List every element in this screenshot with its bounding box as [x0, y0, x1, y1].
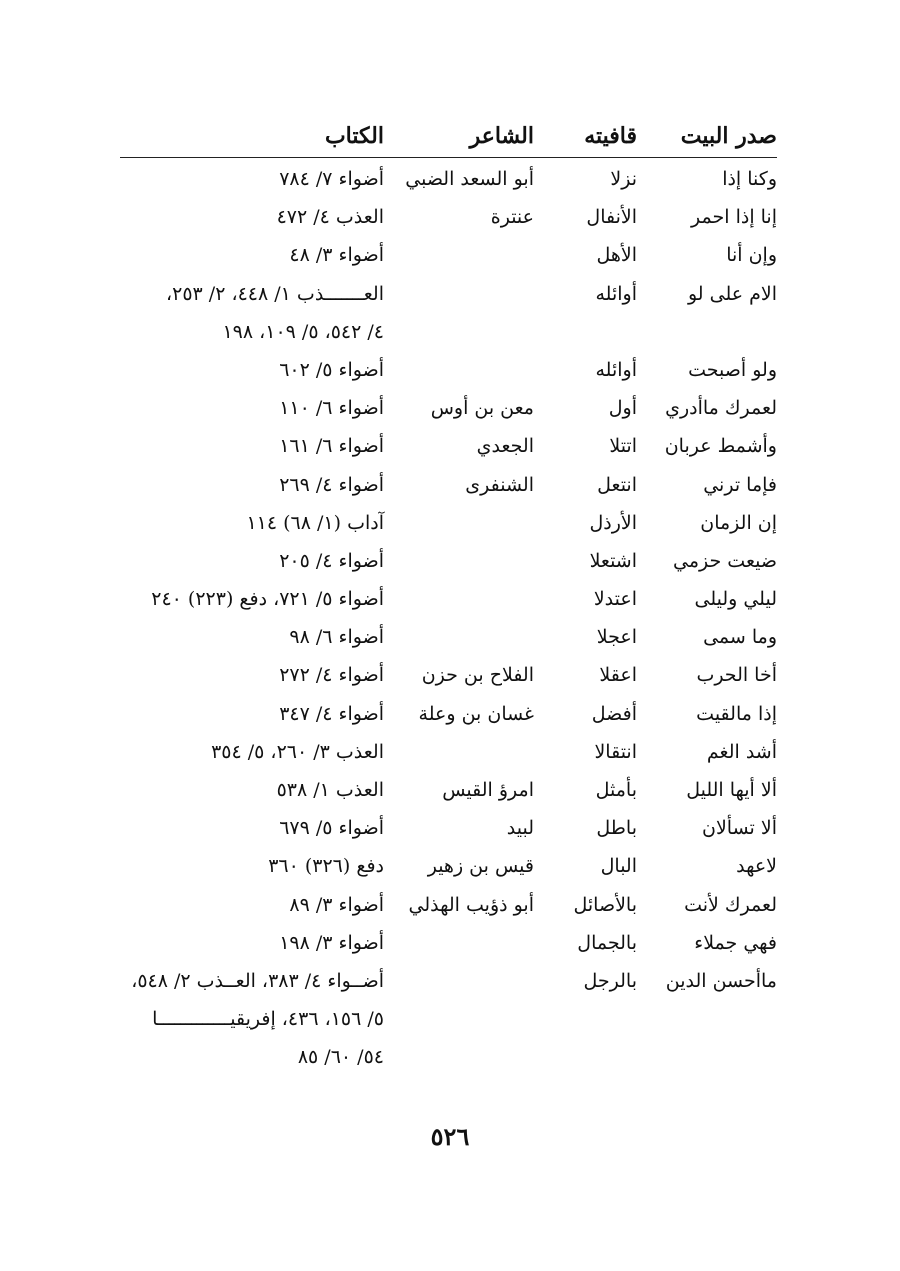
- table-row: [120, 695, 777, 733]
- table-row: [120, 809, 777, 847]
- cell-kitab: أضواء ٤/ ٢٦٩: [279, 473, 384, 496]
- cell-qafia: أوائله: [595, 282, 637, 305]
- header-rule: [120, 157, 777, 158]
- cell-sadr: ماأحسن الدين: [665, 969, 777, 992]
- cell-kitab: ٤/ ٥٤٢، ٥/ ١٠٩، ١٩٨: [222, 320, 384, 343]
- cell-kitab: آداب (١/ ٦٨) ١١٤: [246, 511, 384, 534]
- cell-shaer: عنترة: [490, 206, 534, 229]
- cell-shaer: قيس بن زهير: [427, 855, 534, 878]
- cell-qafia: بالأصائل: [573, 893, 637, 916]
- table-row: [120, 1000, 777, 1038]
- cell-shaer: غسان بن وعلة: [418, 702, 534, 725]
- cell-sadr: وكنا إذا: [722, 168, 777, 190]
- table-row: [120, 198, 777, 236]
- table-row: [120, 656, 777, 694]
- header-qafia: قافيته: [584, 123, 637, 149]
- cell-shaer: امرؤ القيس: [442, 779, 534, 801]
- cell-sadr: أشد الغم: [706, 740, 777, 763]
- cell-kitab: ٥/ ١٥٦، ٤٣٦، إفريقيـــــــــــــا: [152, 1008, 384, 1031]
- table-header: [120, 116, 777, 156]
- cell-kitab: أضواء ٥/ ٧٢١، دفع (٢٢٣) ٢٤٠: [151, 588, 384, 611]
- cell-sadr: إذا مالقيت: [696, 702, 777, 725]
- table-row: [120, 886, 777, 924]
- cell-shaer: أبو السعد الضبي: [405, 168, 534, 190]
- cell-qafia: الأنفال: [586, 206, 637, 229]
- cell-shaer: الشنفرى: [465, 473, 534, 496]
- cell-qafia: الأهل: [596, 244, 637, 267]
- cell-sadr: ألا تسألان: [702, 817, 777, 840]
- cell-sadr: إنا إذا احمر: [691, 206, 777, 229]
- table-body: [120, 160, 777, 1077]
- table-row: [120, 962, 777, 1000]
- cell-kitab: أضواء ٤/ ٣٤٧: [279, 702, 384, 725]
- cell-qafia: اعتدلا: [593, 588, 637, 611]
- cell-shaer: معن بن أوس: [430, 397, 534, 420]
- cell-qafia: اعجلا: [596, 626, 637, 649]
- cell-sadr: الام على لو: [687, 282, 777, 305]
- cell-qafia: البال: [600, 855, 637, 878]
- table-row: [120, 847, 777, 885]
- cell-sadr: وما سمى: [703, 626, 777, 649]
- cell-qafia: باطل: [596, 817, 637, 840]
- cell-qafia: بالجمال: [577, 931, 637, 954]
- cell-sadr: لعمرك ماأدري: [665, 397, 777, 420]
- table-row: [120, 618, 777, 656]
- table-row: [120, 504, 777, 542]
- cell-sadr: إن الزمان: [700, 511, 777, 534]
- cell-sadr: فإما ترني: [703, 473, 777, 496]
- cell-kitab: دفع (٣٢٦) ٣٦٠: [268, 855, 384, 878]
- cell-qafia: أفضل: [591, 702, 637, 725]
- cell-qafia: بالرجل: [583, 969, 637, 992]
- table-row: [120, 580, 777, 618]
- cell-kitab: أضواء ٤/ ٢٧٢: [279, 664, 384, 687]
- header-kitab: الكتاب: [324, 123, 384, 149]
- cell-sadr: ألا أيها الليل: [686, 779, 777, 801]
- cell-qafia: اعقلا: [599, 664, 637, 687]
- cell-qafia: اتتلا: [609, 435, 637, 458]
- cell-qafia: أول: [608, 397, 637, 420]
- cell-kitab: أضواء ٧/ ٧٨٤: [279, 168, 384, 190]
- cell-qafia: نزلا: [610, 168, 637, 190]
- page-number: ٥٢٦: [430, 1122, 470, 1151]
- cell-kitab: العذب ٣/ ٢٦٠، ٥/ ٣٥٤: [211, 740, 384, 763]
- table-row: [120, 1038, 777, 1076]
- cell-sadr: لاعهد: [736, 855, 777, 878]
- cell-shaer: أبو ذؤيب الهذلي: [408, 893, 534, 916]
- cell-qafia: اشتعلا: [589, 549, 637, 572]
- table-row: [120, 236, 777, 274]
- cell-sadr: ولو أصبحت: [688, 358, 777, 381]
- cell-kitab: العـــــــذب ١/ ٤٤٨، ٢/ ٢٥٣،: [165, 282, 384, 305]
- cell-qafia: بأمثل: [595, 779, 637, 801]
- cell-shaer: الفلاح بن حزن: [421, 664, 534, 687]
- cell-kitab: أضواء ٦/ ١٦١: [279, 435, 384, 458]
- cell-kitab: أضواء ٥/ ٦٠٢: [279, 358, 384, 381]
- table-row: [120, 466, 777, 504]
- table-row: [120, 733, 777, 771]
- cell-kitab: أضواء ٣/ ٨٩: [289, 893, 384, 916]
- header-shaer: الشاعر: [469, 123, 534, 149]
- cell-kitab: العذب ١/ ٥٣٨: [276, 779, 384, 801]
- cell-kitab: العذب ٤/ ٤٧٢: [276, 206, 384, 229]
- cell-sadr: فهي جملاء: [694, 931, 777, 954]
- cell-kitab: أضواء ٦/ ١١٠: [279, 397, 384, 420]
- cell-sadr: ضيعت حزمي: [673, 549, 777, 572]
- cell-sadr: وأشمط عربان: [664, 435, 777, 458]
- table-row: [120, 389, 777, 427]
- table-row: [120, 771, 777, 809]
- cell-kitab: أضــواء ٤/ ٣٨٣، العــذب ٢/ ٥٤٨،: [131, 969, 384, 992]
- cell-qafia: انتعل: [597, 473, 637, 496]
- cell-kitab: أضواء ٣/ ٤٨: [289, 244, 384, 267]
- table-row: [120, 924, 777, 962]
- cell-shaer: الجعدي: [476, 435, 534, 458]
- cell-kitab: أضواء ٤/ ٢٠٥: [279, 549, 384, 572]
- table-row: [120, 542, 777, 580]
- cell-sadr: لعمرك لأنت: [684, 893, 777, 916]
- table-row: [120, 160, 777, 198]
- cell-kitab: ٥٤/ ٦٠/ ٨٥: [297, 1046, 384, 1069]
- cell-kitab: أضواء ٦/ ٩٨: [289, 626, 384, 649]
- table-row: [120, 313, 777, 351]
- cell-sadr: ليلي وليلى: [694, 588, 777, 611]
- cell-kitab: أضواء ٥/ ٦٧٩: [279, 817, 384, 840]
- table-row: [120, 275, 777, 313]
- cell-qafia: انتقالا: [594, 740, 637, 763]
- cell-qafia: أوائله: [595, 358, 637, 381]
- cell-sadr: وإن أنا: [726, 244, 777, 267]
- table-row: [120, 351, 777, 389]
- header-sadr: صدر البيت: [680, 123, 777, 149]
- cell-qafia: الأرذل: [589, 511, 637, 534]
- cell-shaer: لبيد: [506, 817, 534, 840]
- cell-kitab: أضواء ٣/ ١٩٨: [279, 931, 384, 954]
- table-row: [120, 427, 777, 465]
- cell-sadr: أخا الحرب: [696, 664, 777, 687]
